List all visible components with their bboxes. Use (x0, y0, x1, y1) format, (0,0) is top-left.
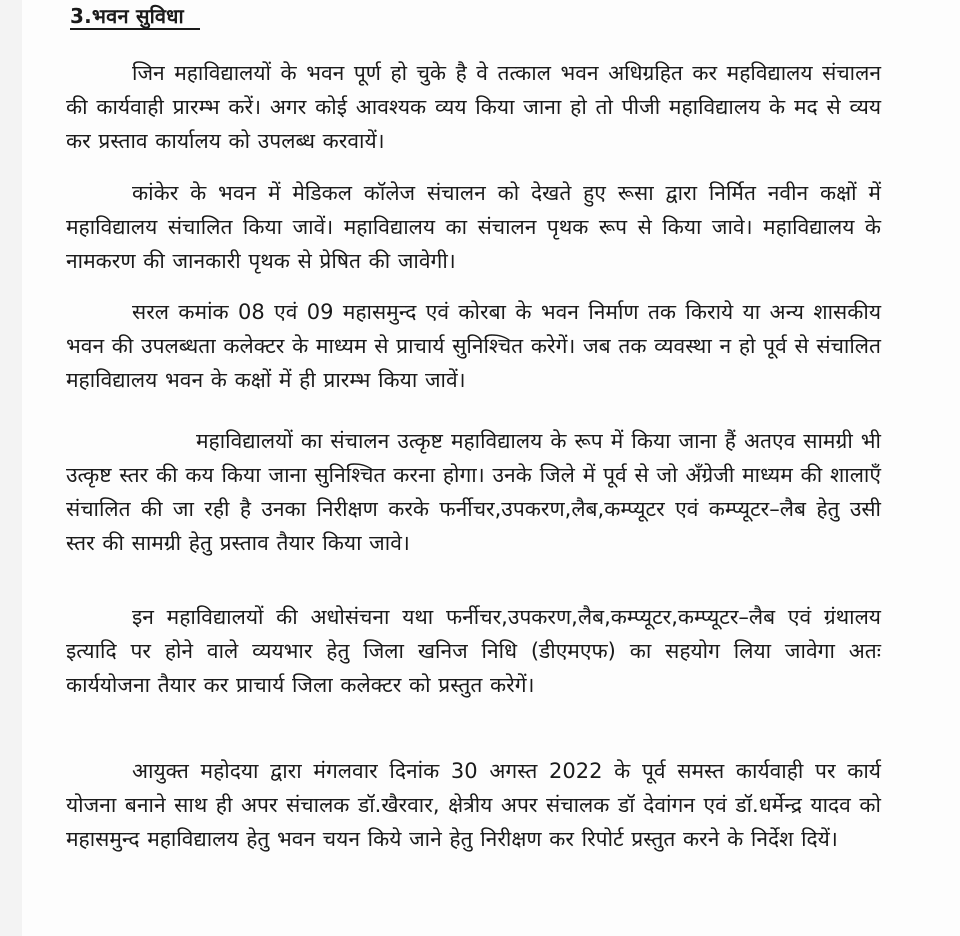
paragraph-commissioner-directions: आयुक्त महोदया द्वारा मंगलवार दिनांक 30 अगस्त 2022 के पूर्व समस्त कार्यवाही पर कार्य योजना बनाने साथ ही अपर संचालक डॉ.खैरवार, क्षेत्रीय अपर संचालक डॉ देवांगन एवं डॉ.धर्मेन्द्र यादव को महासमुन्द महाविद्यालय हेतु भवन चयन किये जाने हेतु निरीक्षण कर रिपोर्ट प्रस्तुत करने के निर्देश दियें। (66, 759, 881, 851)
section-heading: 3.भवन सुविधा (70, 4, 184, 28)
paragraph-rented-building: सरल कमांक 08 एवं 09 महासमुन्द एवं कोरबा के भवन निर्माण तक किराये या अन्य शासकीय भवन की उपलब्धता कलेक्टर के माध्यम से प्राचार्य सुनिश्चित करेगें। जब तक व्यवस्था न हो पूर्व से संचालित महाविद्यालय भवन के कक्षों में ही प्रारम्भ किया जावें। (66, 300, 881, 392)
paragraph-building-acquisition: जिन महाविद्यालयों के भवन पूर्ण हो चुके है वे तत्काल भवन अधिग्रहित कर महविद्यालय संचालन की कार्यवाही प्रारम्भ करें। अगर कोई आवश्यक व्यय किया जाना हो तो पीजी महाविद्यालय के मद से व्यय कर प्रस्ताव कार्यालय को उपलब्ध करवायें। (66, 61, 881, 153)
paragraph-kanker-building: कांकेर के भवन में मेडिकल कॉलेज संचालन को देखते हुए रूसा द्वारा निर्मित नवीन कक्षों में महाविद्यालय संचालित किया जावें। महाविद्यालय का संचालन पृथक रूप से किया जावे। महाविद्यालय के नामकरण की जानकारी पृथक से प्रेषित की जावेगी। (66, 181, 881, 273)
heading-underline (70, 28, 200, 30)
scan-margin (0, 0, 22, 936)
paragraph-excellent-college-material: महाविद्यालयों का संचालन उत्कृष्ट महाविद्यालय के रूप में किया जाना हैं अतएव सामग्री भी उत्कृष्ट स्तर की कय किया जाना सुनिश्चित करना होगा। उनके जिले में पूर्व से जो अँग्रेजी माध्यम की शालाएँ संचालित की जा रही है उनका निरीक्षण करके फर्नीचर,उपकरण,लैब,कम्प्यूटर एवं कम्प्यूटर–लैब हेतु उसी स्तर की सामग्री हेतु प्रस्ताव तैयार किया जावे। (66, 429, 881, 555)
paragraph-infrastructure-dmf: इन महाविद्यालयों की अधोसंचना यथा फर्नीचर,उपकरण,लैब,कम्प्यूटर,कम्प्यूटर–लैब एवं ग्रंथालय इत्यादि पर होने वाले व्ययभार हेतु जिला खनिज निधि (डीएमएफ) का सहयोग लिया जावेगा अतः कार्ययोजना तैयार कर प्राचार्य जिला कलेक्टर को प्रस्तुत करेगें। (66, 605, 881, 697)
document-page (22, 0, 960, 936)
